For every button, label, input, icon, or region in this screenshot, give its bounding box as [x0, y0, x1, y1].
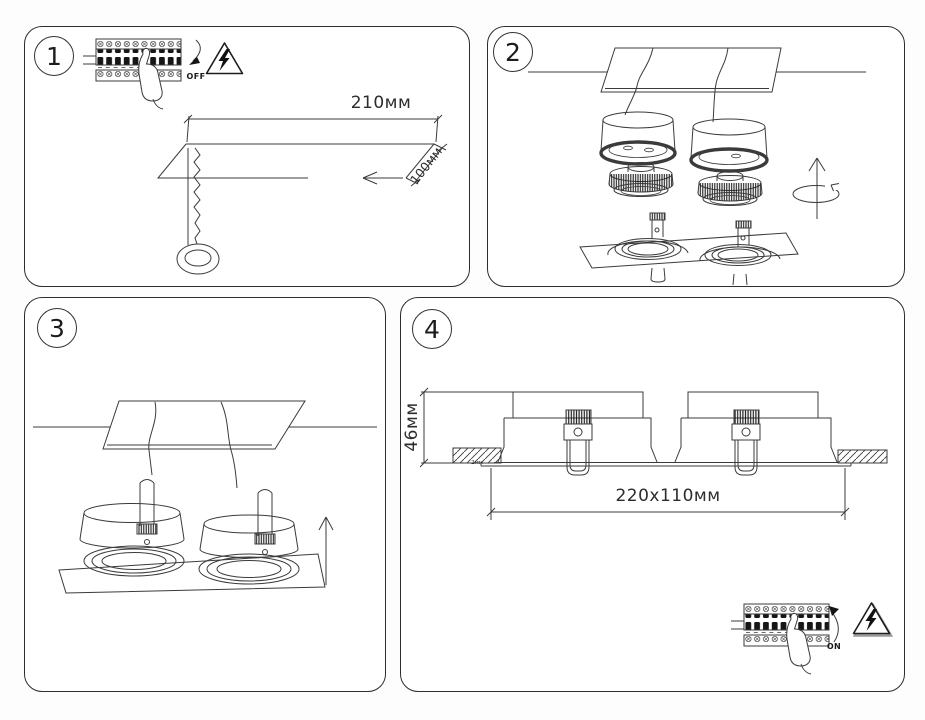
- supply-wires: [625, 48, 728, 122]
- saw-icon: [177, 148, 219, 274]
- frame-assembly: [580, 213, 798, 285]
- step-2-panel: [487, 26, 905, 287]
- connector-box-right: [691, 119, 767, 171]
- step-1-illustration: [25, 27, 468, 285]
- ceiling-panel: [33, 401, 377, 449]
- electric-warning-icon: [854, 603, 892, 636]
- step-number: 1: [46, 41, 62, 71]
- step-1-panel: [24, 26, 470, 287]
- step-number: 4: [424, 314, 440, 344]
- downlight-can-left: [80, 480, 184, 549]
- step-number-badge: [493, 32, 533, 72]
- breaker-panel-icon: [731, 604, 829, 674]
- ceiling-section-hatch: [453, 448, 887, 463]
- lamp-left: [609, 163, 673, 197]
- step-3-illustration: [25, 298, 384, 690]
- rotate-arrow-icon: [793, 158, 845, 219]
- step-3-panel: [24, 297, 386, 692]
- ceiling-panel: [528, 48, 866, 92]
- switch-off-label: OFF: [186, 72, 206, 81]
- trim-plate: [59, 546, 325, 593]
- ceiling-cutout-diagram: [158, 144, 434, 184]
- cutout-width-label: 210мм: [350, 93, 412, 113]
- electric-warning-icon: [207, 43, 243, 74]
- cutout-depth-label: 100мм: [406, 144, 446, 187]
- power-on-arrow-icon: [829, 606, 839, 642]
- trim-plate-section: [481, 463, 851, 467]
- plate-thickness-label: 2мм: [471, 460, 483, 466]
- step-number: 3: [49, 313, 65, 343]
- step-2-illustration: [488, 27, 903, 285]
- recess-height-label: 46мм: [402, 402, 422, 452]
- cutout-size-label: 220x110мм: [615, 486, 721, 506]
- breaker-panel-icon: [83, 39, 181, 109]
- lamp-right: [698, 172, 762, 206]
- downlight-can-right: [200, 490, 298, 558]
- step-number-badge: [34, 36, 74, 76]
- step-number-badge: [412, 309, 452, 349]
- push-up-arrow-icon: [319, 517, 333, 585]
- switch-on-label: ON: [826, 642, 842, 651]
- connector-box-left: [601, 112, 675, 164]
- step-number: 2: [505, 37, 521, 67]
- width-dimension: [184, 115, 442, 142]
- power-off-arrow-icon: [189, 40, 200, 65]
- step-4-panel: [400, 297, 905, 692]
- step-number-badge: [37, 308, 77, 348]
